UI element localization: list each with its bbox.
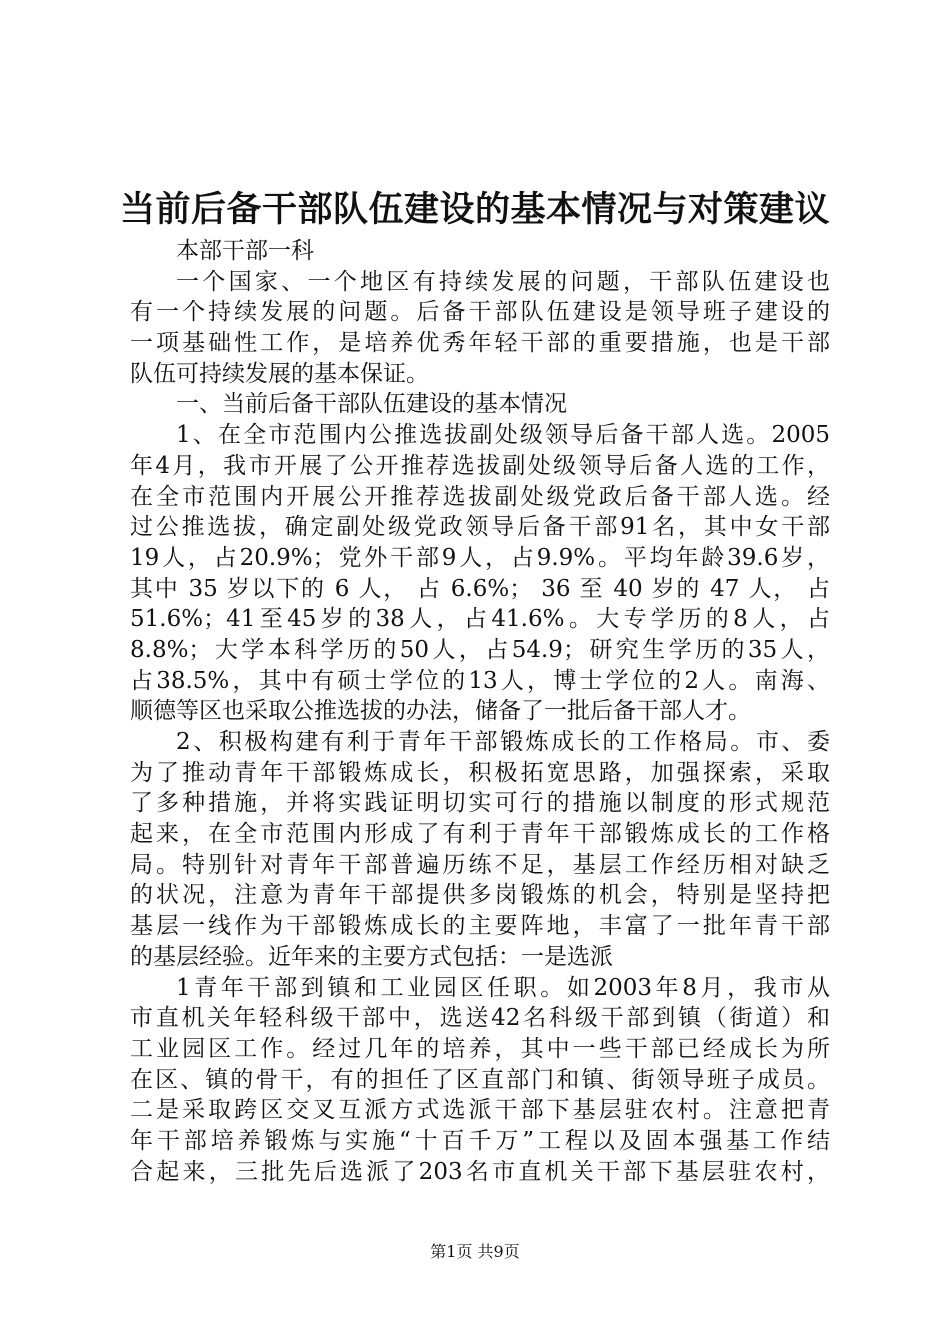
body-line: 过公推选拔，确定副处级党政领导后备干部91名，其中女干部 xyxy=(130,514,830,541)
body-line: 1、在全市范围内公推选拔副处级领导后备干部人选。2005 xyxy=(176,422,830,449)
body-line: 合起来，三批先后选派了203名市直机关干部下基层驻农村， xyxy=(130,1158,830,1185)
body-line: 一个国家、一个地区有持续发展的问题，干部队伍建设也 xyxy=(176,268,830,295)
body-line: 二是采取跨区交叉互派方式选派干部下基层驻农村。注意把青 xyxy=(130,1097,830,1124)
body-line: 年干部培养锻炼与实施“十百千万”工程以及固本强基工作结 xyxy=(130,1127,830,1154)
body-line: 的基层经验。近年来的主要方式包括：一是选派 xyxy=(130,943,613,970)
body-line: 顺德等区也采取公推选拔的办法，储备了一批后备干部人才。 xyxy=(130,698,751,725)
body-line: 8.8%；大学本科学历的50人，占54.9；研究生学历的35人， xyxy=(130,636,830,663)
document-body xyxy=(130,236,830,1187)
body-line: 为了推动青年干部锻炼成长，积极拓宽思路，加强探索，采取 xyxy=(130,759,830,786)
document-title: 当前后备干部队伍建设的基本情况与对策建议 xyxy=(119,190,830,230)
body-line: 的状况，注意为青年干部提供多岗锻炼的机会，特别是坚持把 xyxy=(130,882,830,909)
body-line: 一、当前后备干部队伍建设的基本情况 xyxy=(176,391,567,418)
page-number-footer: 第1页 共9页 xyxy=(430,1242,520,1261)
body-line: 一项基础性工作，是培养优秀年轻干部的重要措施，也是干部 xyxy=(130,330,830,357)
body-line: 有一个持续发展的问题。后备干部队伍建设是领导班子建设的 xyxy=(130,299,830,326)
body-line: 19人，占20.9%；党外干部9人，占9.9%。平均年龄39.6岁， xyxy=(130,544,830,571)
body-line: 1青年干部到镇和工业园区任职。如2003年8月，我市从 xyxy=(176,974,830,1001)
body-line: 年4月，我市开展了公开推荐选拔副处级领导后备人选的工作， xyxy=(130,452,830,479)
body-line: 起来，在全市范围内形成了有利于青年干部锻炼成长的工作格 xyxy=(130,821,830,848)
body-line: 2、积极构建有利于青年干部锻炼成长的工作格局。市、委 xyxy=(176,729,830,755)
body-line: 局。特别针对青年干部普遍历练不足，基层工作经历相对缺乏 xyxy=(130,851,830,878)
body-line: 基层一线作为干部锻炼成长的主要阵地，丰富了一批年青干部 xyxy=(130,913,830,940)
body-line: 了多种措施，并将实践证明切实可行的措施以制度的形式规范 xyxy=(130,790,830,817)
body-line: 在区、镇的骨干，有的担任了区直部门和镇、街领导班子成员。 xyxy=(130,1066,830,1093)
body-line: 占38.5%，其中有硕士学位的13人，博士学位的2人。南海、 xyxy=(130,667,830,694)
body-line: 在全市范围内开展公开推荐选拔副处级党政后备干部人选。经 xyxy=(130,483,830,510)
body-line: 其中 35 岁以下的 6 人， 占 6.6%； 36 至 40 岁的 47 人， 占 xyxy=(130,575,830,602)
body-line: 51.6%；41至45岁的38人，占41.6%。大专学历的8人，占 xyxy=(130,606,830,633)
body-line: 本部干部一科 xyxy=(176,238,314,264)
body-line: 工业园区工作。经过几年的培养，其中一些干部已经成长为所 xyxy=(130,1035,830,1062)
body-line: 队伍可持续发展的基本保证。 xyxy=(130,360,429,387)
body-line: 市直机关年轻科级干部中，选送42名科级干部到镇（街道）和 xyxy=(130,1005,830,1032)
